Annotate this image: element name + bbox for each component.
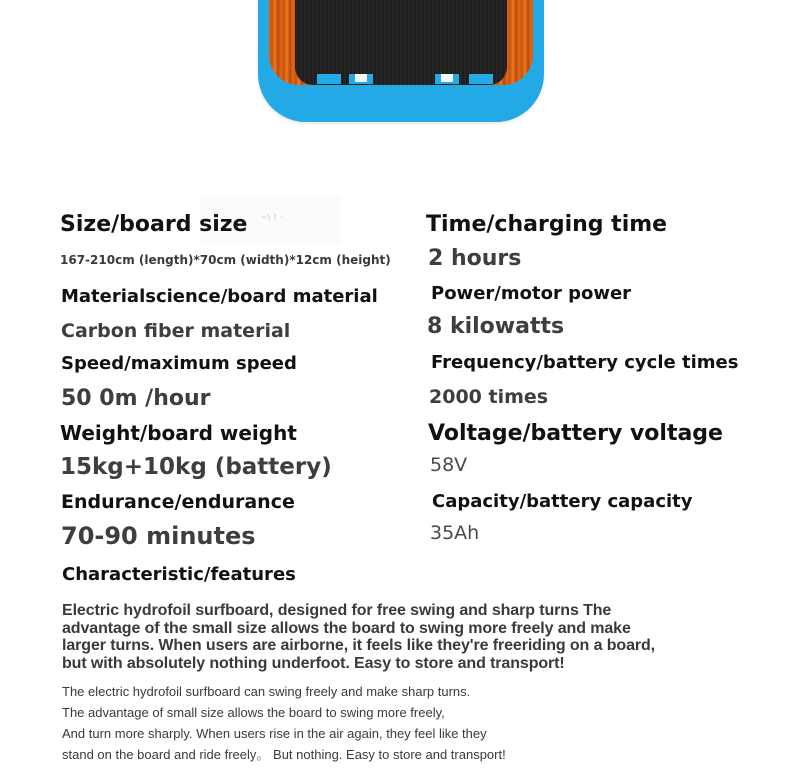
description-line: larger turns. When users are airborne, it feels like they're freeriding on a board, xyxy=(62,637,656,654)
spec-label-endurance: Endurance/endurance xyxy=(61,491,295,513)
description-line: stand on the board and ride freely。 But nothing. Easy to store and transport! xyxy=(62,747,506,762)
deck-notch xyxy=(435,74,459,84)
spec-value-charging-time: 2 hours xyxy=(428,246,522,271)
deck-pad xyxy=(295,0,507,85)
product-image xyxy=(255,0,547,125)
spec-label-cycle-times: Frequency/battery cycle times xyxy=(431,352,739,373)
spec-value-capacity: 35Ah xyxy=(430,522,480,544)
features-description-bold xyxy=(62,602,752,672)
description-line: but with absolutely nothing underfoot. Easy to store and transport! xyxy=(62,654,565,672)
spec-label-voltage: Voltage/battery voltage xyxy=(428,421,723,446)
spec-value-motor-power: 8 kilowatts xyxy=(427,314,565,339)
deck-notch xyxy=(469,74,493,84)
spec-value-speed: 50 0m /hour xyxy=(61,386,211,411)
spec-value-voltage: 58V xyxy=(430,454,468,476)
spec-label-material: Materialscience/board material xyxy=(61,286,378,307)
description-line: The electric hydrofoil surfboard can swing freely and make sharp turns. xyxy=(62,684,471,699)
spec-value-endurance: 70-90 minutes xyxy=(61,522,256,550)
spec-value-material: Carbon fiber material xyxy=(61,320,291,342)
deck-notch xyxy=(317,74,341,84)
spec-value-cycle-times: 2000 times xyxy=(429,386,549,408)
spec-label-motor-power: Power/motor power xyxy=(431,283,632,304)
description-line: And turn more sharply. When users rise in the air again, they feel like they xyxy=(62,726,487,741)
spec-label-speed: Speed/maximum speed xyxy=(61,353,297,374)
spec-label-charging-time: Time/charging time xyxy=(426,212,668,237)
spec-label-capacity: Capacity/battery capacity xyxy=(432,491,693,512)
description-line: advantage of the small size allows the board to swing more freely and make xyxy=(62,619,631,637)
deck-notch xyxy=(349,74,373,84)
spec-label-weight: Weight/board weight xyxy=(60,421,297,445)
description-line: Electric hydrofoil surfboard, designed for free swing and sharp turns The xyxy=(62,602,612,619)
features-heading: Characteristic/features xyxy=(62,564,296,585)
spec-value-weight: 15kg+10kg (battery) xyxy=(60,454,332,480)
spec-label-size: Size/board size xyxy=(60,212,248,237)
spec-value-size: 167-210cm (length)*70cm (width)*12cm (height) xyxy=(60,253,391,267)
description-line: The advantage of small size allows the board to swing more freely, xyxy=(62,705,445,720)
faint-watermark: ~\ ! · xyxy=(200,195,340,245)
features-description-light xyxy=(62,681,506,765)
